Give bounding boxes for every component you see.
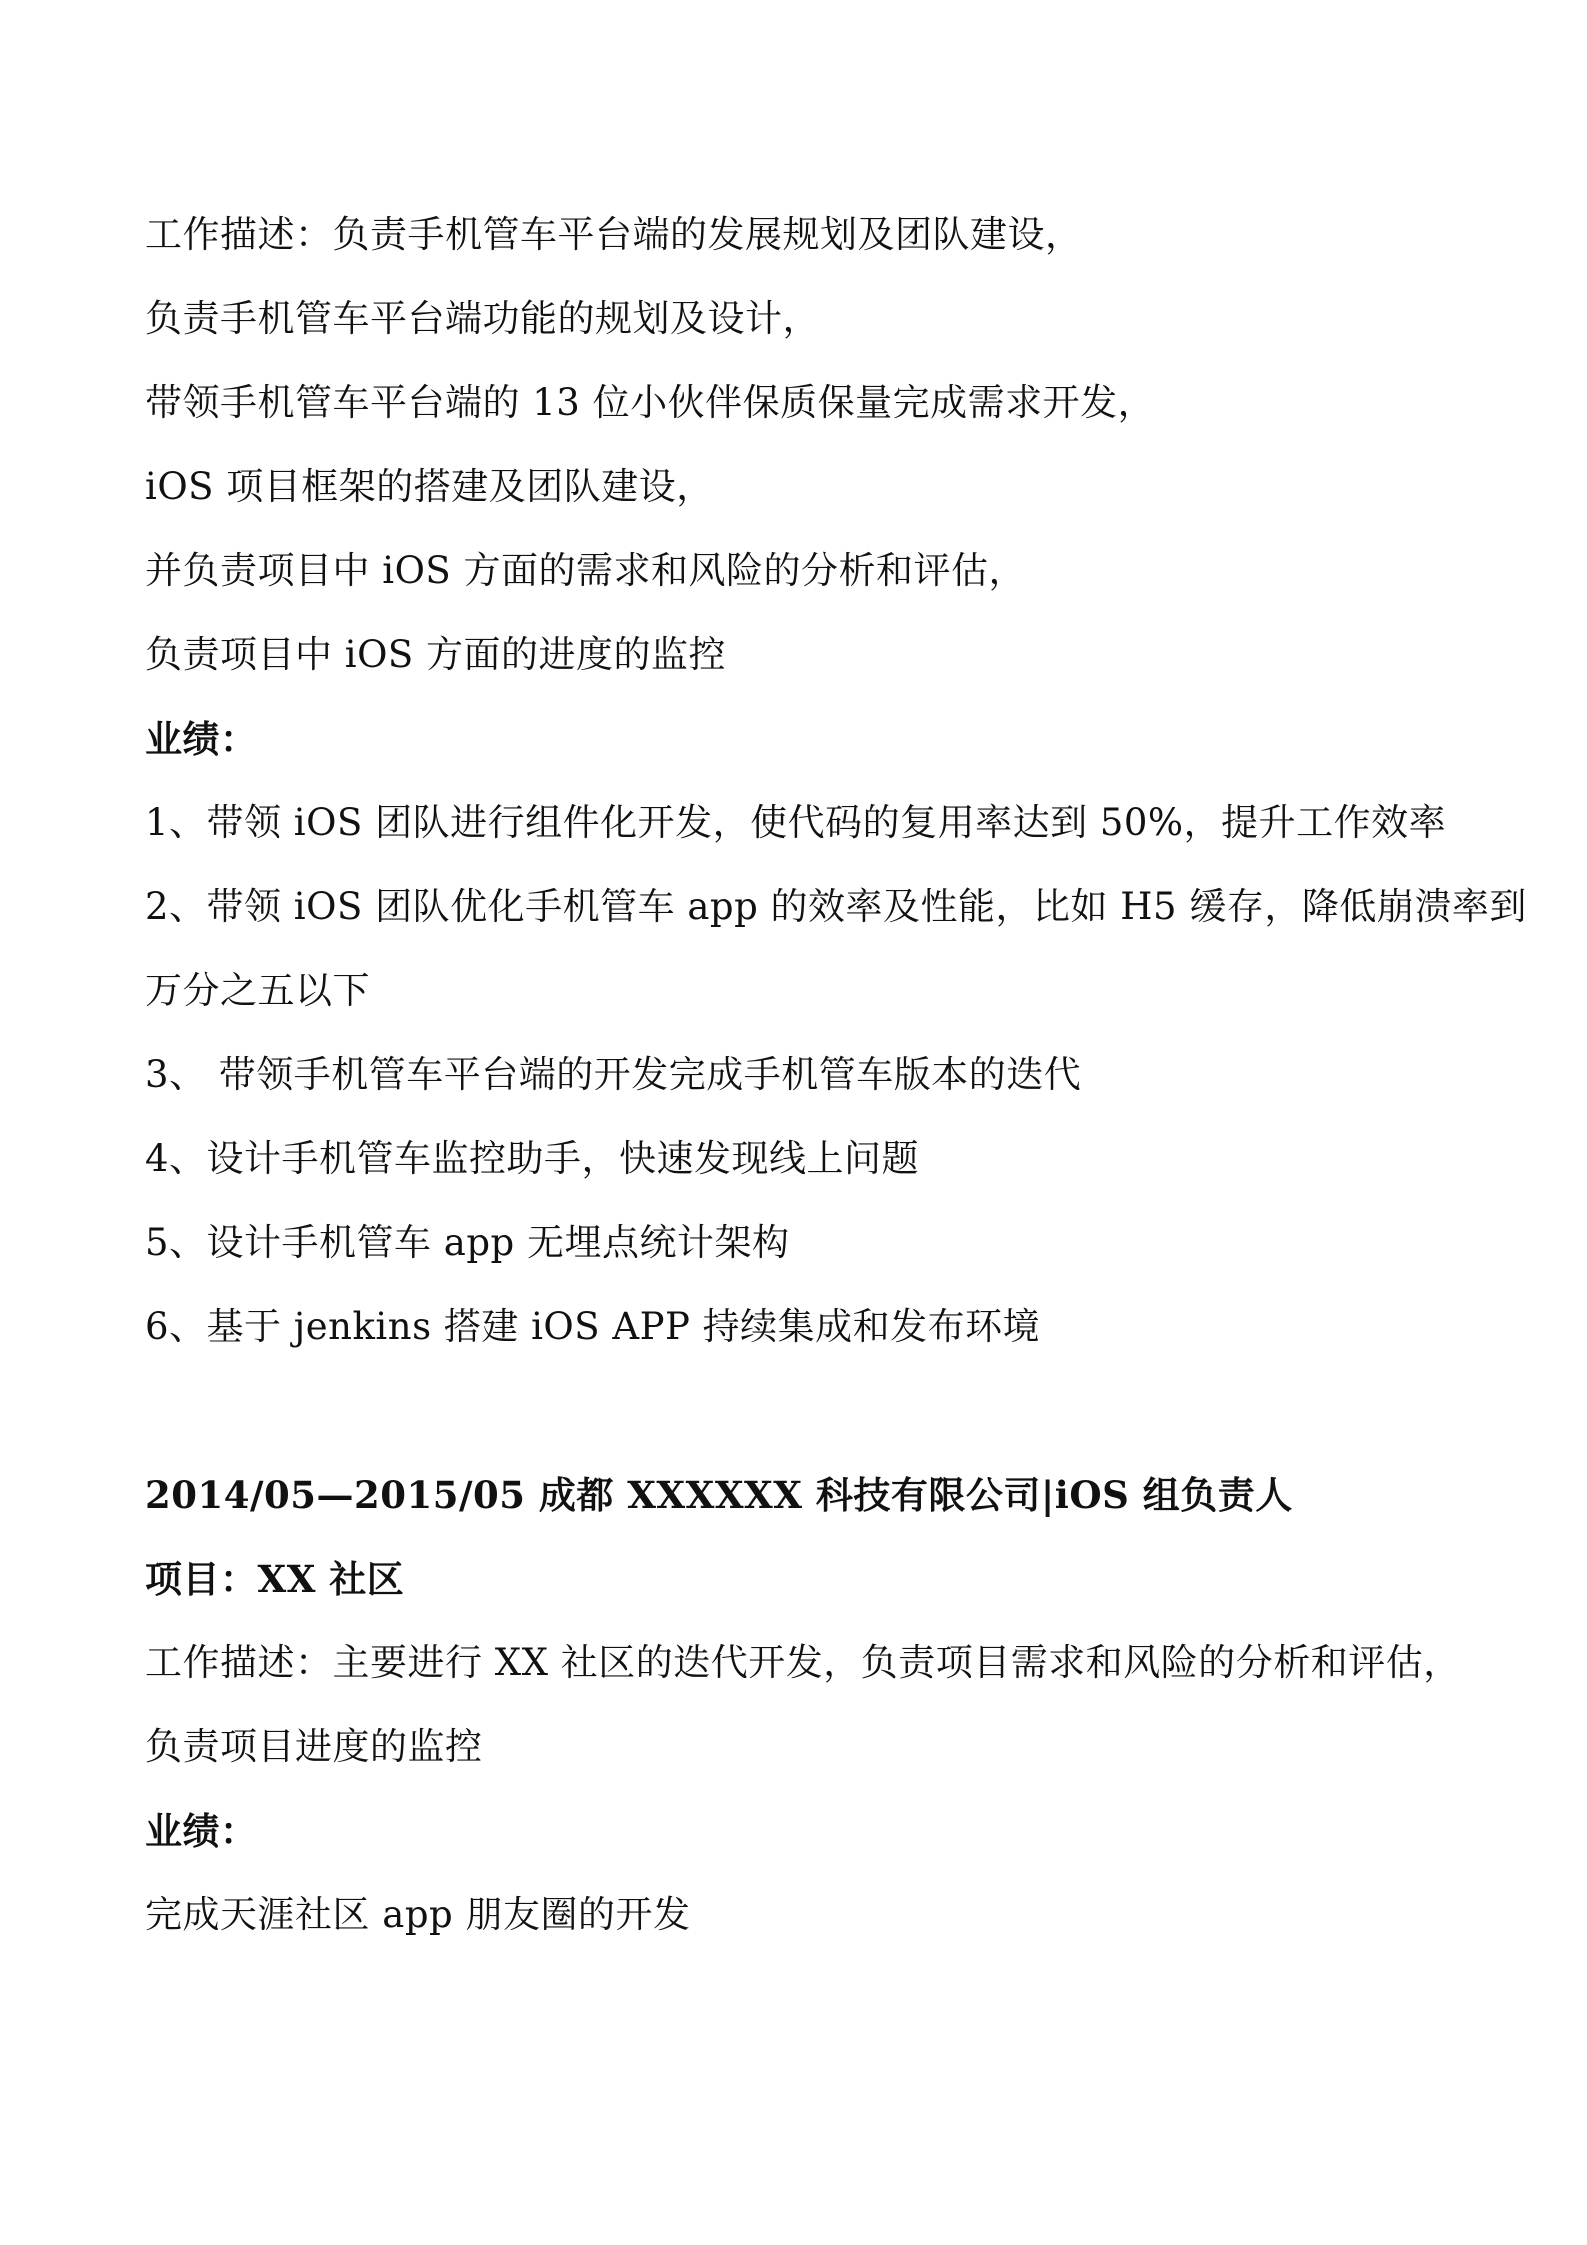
- job-description-line-5: 并负责项目中 iOS 方面的需求和风险的分析和评估，: [145, 549, 1027, 592]
- achievement-item-2: 2、带领 iOS 团队优化手机管车 app 的效率及性能，比如 H5 缓存，降低崩溃率到: [145, 885, 1527, 928]
- achievement-item-4: 4、设计手机管车监控助手，快速发现线上问题: [145, 1137, 920, 1180]
- employment-heading: 2014/05—2015/05 成都 XXXXXX 科技有限公司|iOS 组负责人: [145, 1473, 1293, 1517]
- achievement-item-6: 6、基于 jenkins 搭建 iOS APP 持续集成和发布环境: [145, 1305, 1041, 1348]
- project-title: 项目：XX 社区: [145, 1557, 405, 1601]
- achievement-item-1: 1、带领 iOS 团队进行组件化开发，使代码的复用率达到 50%，提升工作效率: [145, 801, 1447, 844]
- achievements-label-2: 业绩：: [145, 1809, 258, 1853]
- achievement-2-item-1: 完成天涯社区 app 朋友圈的开发: [145, 1893, 691, 1936]
- job-description-line-3: 带领手机管车平台端的 13 位小伙伴保质保量完成需求开发，: [145, 381, 1156, 424]
- job-description-line-1: 工作描述：负责手机管车平台端的发展规划及团队建设，: [145, 213, 1083, 256]
- achievement-item-5: 5、设计手机管车 app 无埋点统计架构: [145, 1221, 790, 1264]
- job-description-line-4: iOS 项目框架的搭建及团队建设，: [145, 465, 714, 508]
- job-description-2-line-1: 工作描述：主要进行 XX 社区的迭代开发，负责项目需求和风险的分析和评估，: [145, 1641, 1461, 1684]
- achievement-item-2-continued: 万分之五以下: [145, 969, 370, 1012]
- achievements-label: 业绩：: [145, 717, 258, 761]
- job-description-2-line-2: 负责项目进度的监控: [145, 1725, 483, 1768]
- job-description-line-2: 负责手机管车平台端功能的规划及设计，: [145, 297, 820, 340]
- job-description-line-6: 负责项目中 iOS 方面的进度的监控: [145, 633, 727, 676]
- achievement-item-3: 3、 带领手机管车平台端的开发完成手机管车版本的迭代: [145, 1053, 1082, 1096]
